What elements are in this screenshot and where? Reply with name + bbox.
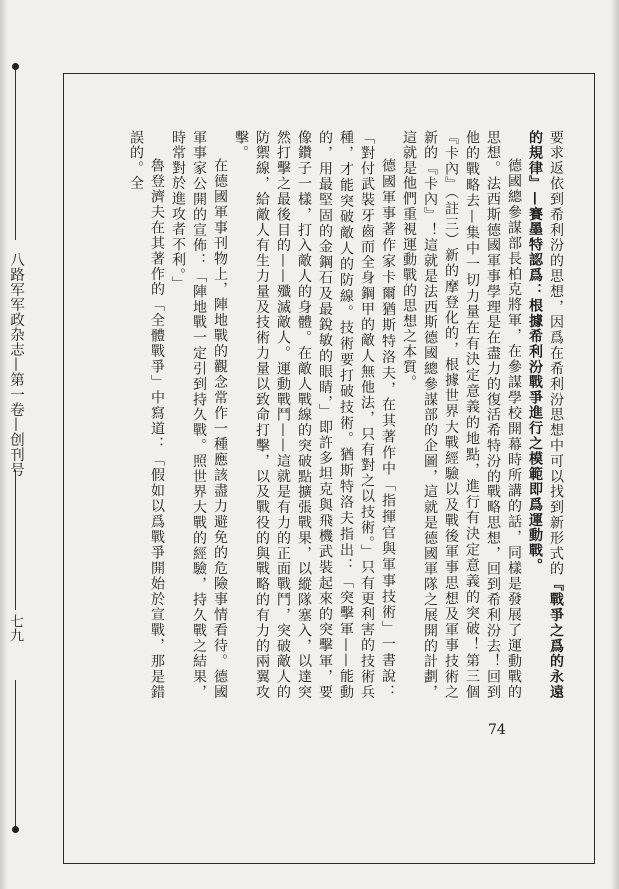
body-text bbox=[102, 130, 566, 700]
paragraph bbox=[125, 130, 167, 700]
page-number: 74 bbox=[488, 722, 506, 738]
text-segment: 在德國軍事刊物上，陣地戰的觀念常作一種應該盡力避免的危險事情看待。德國軍事家公開的宣佈：「陣地戰一定引到持久戰。照世界大戰的經驗，持久戰之結果，時常對於進攻者不利。」 bbox=[170, 130, 228, 700]
margin-dot-top bbox=[12, 63, 19, 70]
text-segment: 德國總參謀部長柏克將軍，在參謀學校開幕時所講的話，同樣是發展了運動戰的思想。法西斯德國軍事學理是在盡力的復活希特汾的戰略思想，回到希利汾去！回到他的戰略去—集中一切力量在有決定意義的地點，進行有決定意義的突破！第三個『卡內』（註三）新的摩登化的，根據世界大戰經驗以及戰後軍事思想及軍事技術之新的『卡內』！這就是法西斯德國總參謀部的企圖，這就是德國軍隊之展開的計劃，這就是他們重視運動戰的思想之本質。 bbox=[401, 130, 522, 700]
margin-dot-bottom bbox=[12, 826, 19, 833]
volume-label: 第一卷 bbox=[8, 372, 24, 417]
text-segment: 魯登濟夫在其著作的「全體戰爭」中寫道：「假如以爲戰爭開始於宣戰，那是錯誤的。全 bbox=[128, 130, 165, 700]
margin-rule-bottom bbox=[15, 680, 16, 830]
margin-rule-middle bbox=[15, 470, 16, 610]
text-segment: 德國軍事著作家卡爾猶斯特洛夫，在其著作中「指揮官與軍事技術」一書說：「對付武裝牙齒而全身鋼甲的敵人無他法，只有對之以技術。」只有更利害的技術兵種，才能突破敵人的防線。技術要打破技術。猶斯特洛夫指出：「突擊軍——能動的，用最堅固的金鋼石及最銳敏的眼睛，」即許多坦克與飛機武裝起來的突擊軍，要像鑽子一樣，打入敵人的身體。在敵人戰線的突破點擴張戰果，以縱隊塞入，以達突然打擊之最後目的——殲滅敵人。運動戰鬥——這就是有力的正面戰鬥，突破敵人的防禦線，給敵人有生力量及技術力量以致命打擊，以及戰役的與戰略的有力的兩翼攻擊。 bbox=[233, 130, 396, 700]
side-page-number: 七九 bbox=[8, 614, 24, 642]
bold-text-segment: —賽墨特認爲：根據希利汾戰爭進行之模範即爲運動戰。 bbox=[527, 191, 543, 574]
issue-label: 创刊号 bbox=[8, 432, 24, 477]
margin-rule-top bbox=[15, 70, 16, 240]
text-segment: 要求返依到希利汾的思想，因爲在希利汾思想中可以找到新形式的 bbox=[548, 130, 564, 577]
separator-dash: — bbox=[8, 357, 24, 372]
paragraph bbox=[524, 130, 566, 700]
paragraph bbox=[230, 130, 398, 700]
bold-text-segment: 『戰爭之爲的永遠的規律』 bbox=[527, 130, 564, 700]
paragraph bbox=[167, 130, 230, 700]
page-edge-right bbox=[611, 0, 619, 889]
side-running-header bbox=[5, 252, 27, 477]
separator-dash: — bbox=[8, 417, 24, 432]
journal-title: 八路军军政杂志 bbox=[8, 252, 24, 357]
paragraph bbox=[398, 130, 524, 700]
